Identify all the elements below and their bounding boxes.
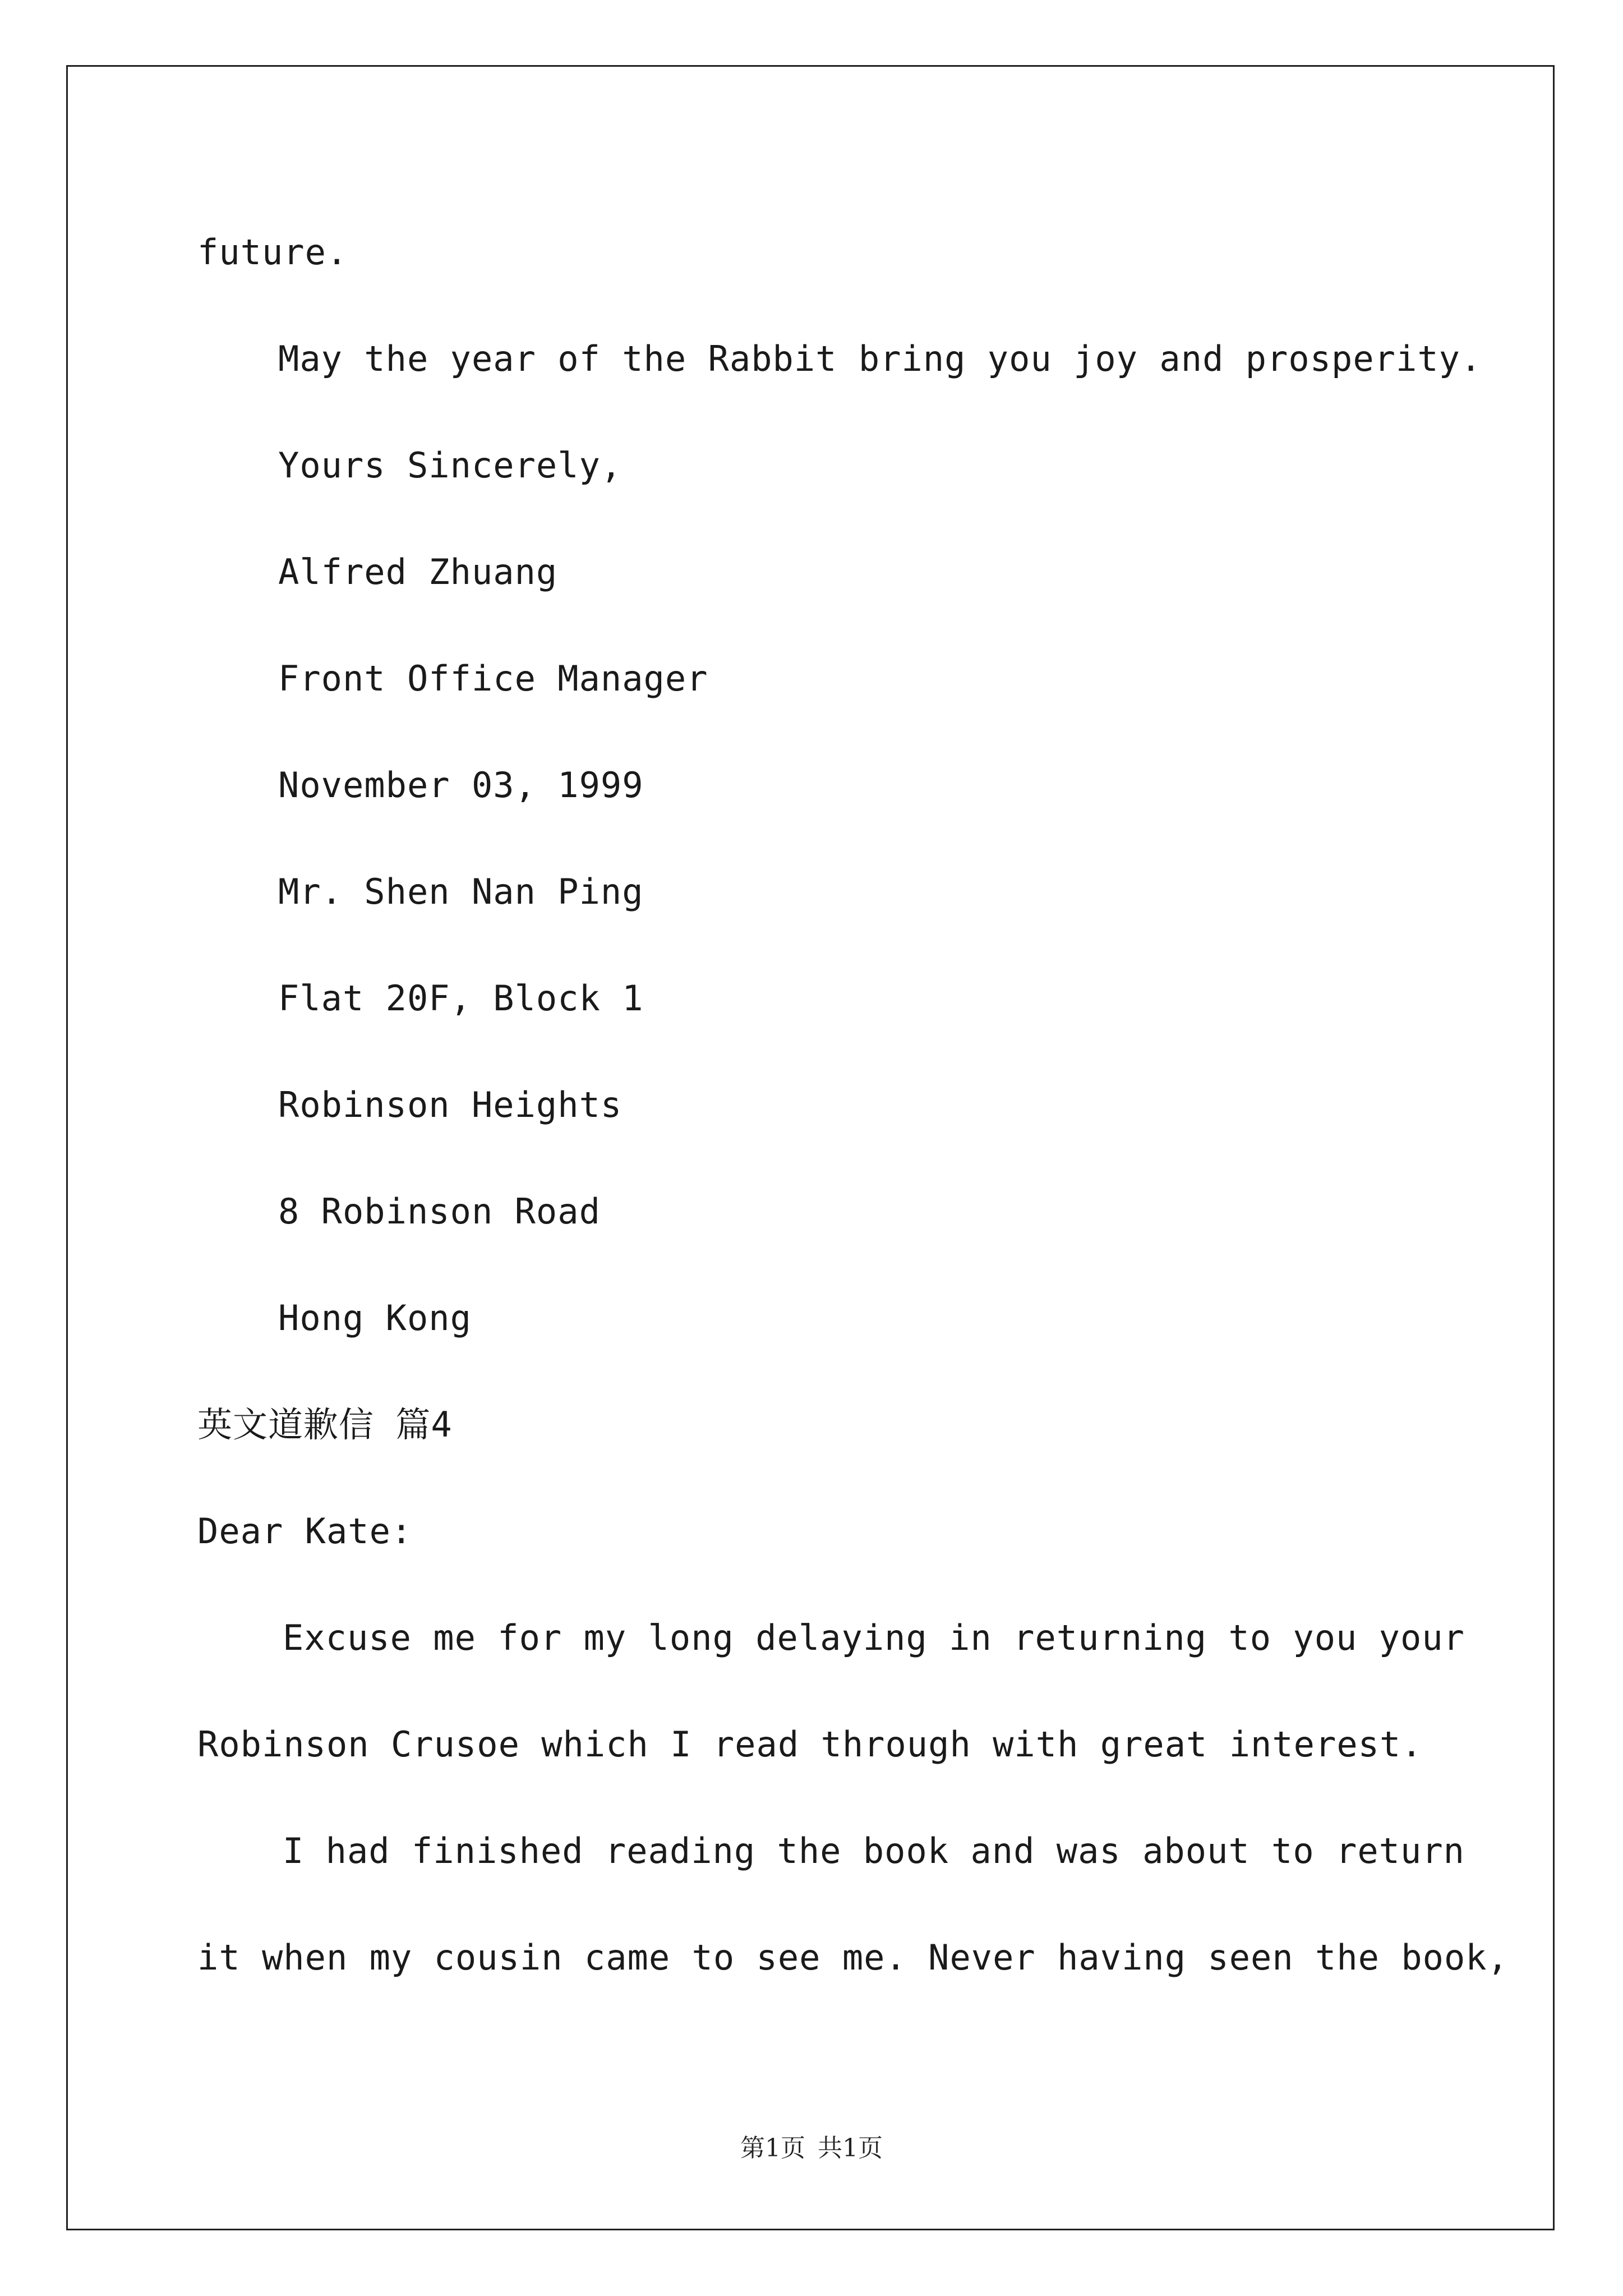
address-line: 8 Robinson Road: [278, 1191, 601, 1232]
page-number: 第1页: [740, 2134, 805, 2162]
text-line: I had finished reading the book and was about to return: [283, 1830, 1465, 1871]
text-line: Excuse me for my long delaying in returning to you your: [283, 1617, 1465, 1658]
page-footer: [0, 2132, 1623, 2165]
closing-line: Yours Sincerely,: [278, 445, 623, 486]
page-border: [66, 65, 1555, 2230]
address-line: Flat 20F, Block 1: [278, 978, 644, 1019]
signature-name: Alfred Zhuang: [278, 551, 558, 592]
address-line: Mr. Shen Nan Ping: [278, 871, 644, 912]
salutation: Dear Kate:: [197, 1511, 413, 1552]
text-line: it when my cousin came to see me. Never having seen the book,: [197, 1937, 1509, 1978]
text-line: Robinson Crusoe which I read through with great interest.: [197, 1724, 1423, 1765]
address-line: Hong Kong: [278, 1297, 472, 1338]
signature-title: Front Office Manager: [278, 658, 708, 699]
page-total: 共1页: [818, 2134, 883, 2162]
address-line: Robinson Heights: [278, 1084, 623, 1125]
text-line: May the year of the Rabbit bring you joy and prosperity.: [278, 338, 1482, 379]
text-line: future.: [197, 232, 348, 273]
letter-date: November 03, 1999: [278, 765, 644, 806]
section-heading: 英文道歉信 篇4: [197, 1404, 453, 1445]
